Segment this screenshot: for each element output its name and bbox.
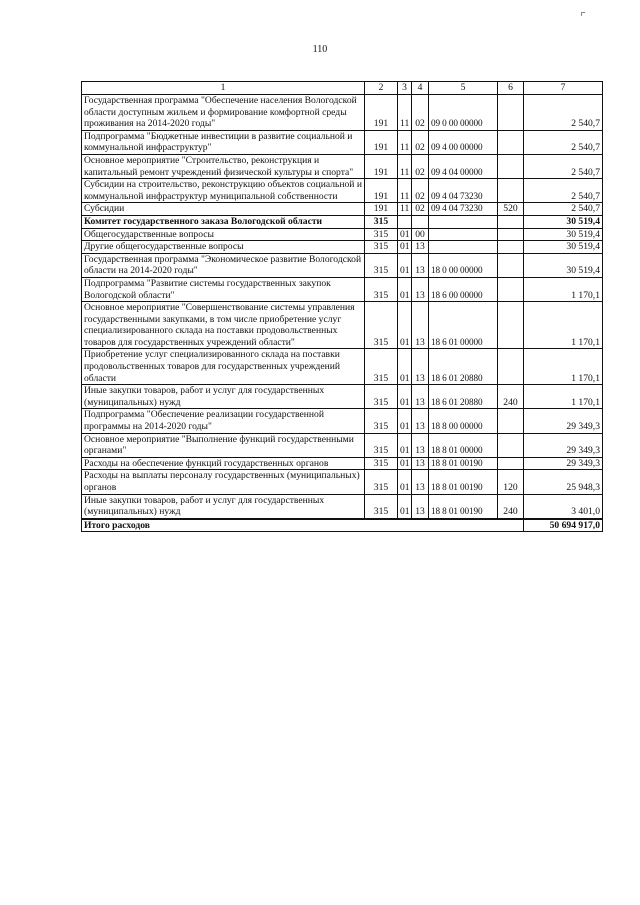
- row-grbs-code: 315: [365, 302, 398, 349]
- row-section-code: 01: [398, 241, 412, 254]
- row-amount: 29 349,3: [524, 409, 603, 433]
- row-target-article: 09 4 04 73230: [429, 179, 498, 203]
- header-col-6: 6: [498, 82, 524, 95]
- row-subsection-code: 13: [412, 277, 429, 301]
- row-target-article: 18 6 01 00000: [429, 302, 498, 349]
- row-amount: 1 170,1: [524, 349, 603, 385]
- row-grbs-code: 315: [365, 409, 398, 433]
- row-target-article: 09 4 04 73230: [429, 203, 498, 216]
- row-name: Иные закупки товаров, работ и услуг для государственных (муниципальных) нужд: [82, 385, 365, 409]
- header-col-5: 5: [429, 82, 498, 95]
- row-name: Субсидии на строительство, реконструкцию объектов социальной и коммунальной инфраструктур муниципальной собственности: [82, 179, 365, 203]
- row-subsection-code: 13: [412, 494, 429, 519]
- row-name: Общегосударственные вопросы: [82, 228, 365, 241]
- row-expense-type: [498, 457, 524, 470]
- row-subsection-code: 02: [412, 203, 429, 216]
- row-expense-type: [498, 95, 524, 131]
- row-expense-type: [498, 302, 524, 349]
- row-section-code: 01: [398, 494, 412, 519]
- header-col-3: 3: [398, 82, 412, 95]
- row-expense-type: [498, 215, 524, 228]
- table-row: [82, 302, 603, 349]
- row-name: Приобретение услуг специализированного склада на поставки продовольственных товаров для государственных учреждений области: [82, 349, 365, 385]
- row-amount: 25 948,3: [524, 470, 603, 494]
- table-row: [82, 409, 603, 433]
- row-name: Иные закупки товаров, работ и услуг для государственных (муниципальных) нужд: [82, 494, 365, 519]
- row-section-code: 01: [398, 409, 412, 433]
- row-section-code: 01: [398, 349, 412, 385]
- row-target-article: 18 0 00 00000: [429, 253, 498, 277]
- row-name: Другие общегосударственные вопросы: [82, 241, 365, 254]
- row-grbs-code: 315: [365, 241, 398, 254]
- row-grbs-code: 191: [365, 179, 398, 203]
- row-target-article: 18 6 01 20880: [429, 349, 498, 385]
- row-amount: 3 401,0: [524, 494, 603, 519]
- row-grbs-code: 315: [365, 253, 398, 277]
- row-expense-type: [498, 253, 524, 277]
- table-row: [82, 277, 603, 301]
- row-grbs-code: 315: [365, 349, 398, 385]
- table-row: [82, 253, 603, 277]
- row-name: Основное мероприятие "Строительство, реконструкция и капитальный ремонт учреждений физической культуры и спорта": [82, 154, 365, 178]
- page-number: 110: [312, 44, 328, 55]
- row-subsection-code: 02: [412, 95, 429, 131]
- row-name: Основное мероприятие "Выполнение функций государственными органами": [82, 433, 365, 457]
- row-grbs-code: 315: [365, 215, 398, 228]
- row-name: Комитет государственного заказа Вологодской области: [82, 215, 365, 228]
- row-grbs-code: 315: [365, 470, 398, 494]
- row-amount: 30 519,4: [524, 253, 603, 277]
- row-subsection-code: 13: [412, 433, 429, 457]
- row-grbs-code: 315: [365, 385, 398, 409]
- row-section-code: 11: [398, 203, 412, 216]
- row-subsection-code: 13: [412, 457, 429, 470]
- total-amount: 50 694 917,0: [524, 519, 603, 532]
- row-amount: 1 170,1: [524, 302, 603, 349]
- row-target-article: 18 8 01 00190: [429, 494, 498, 519]
- header-col-7: 7: [524, 82, 603, 95]
- row-section-code: [398, 215, 412, 228]
- row-section-code: 01: [398, 228, 412, 241]
- row-amount: 29 349,3: [524, 433, 603, 457]
- row-name: Субсидии: [82, 203, 365, 216]
- row-subsection-code: 13: [412, 349, 429, 385]
- row-expense-type: [498, 154, 524, 178]
- budget-table-body: [82, 82, 603, 532]
- table-row: [82, 457, 603, 470]
- row-target-article: 09 4 04 00000: [429, 154, 498, 178]
- row-amount: 30 519,4: [524, 241, 603, 254]
- row-grbs-code: 191: [365, 95, 398, 131]
- table-row: [82, 385, 603, 409]
- row-grbs-code: 315: [365, 277, 398, 301]
- row-subsection-code: [412, 215, 429, 228]
- budget-table: [81, 81, 603, 532]
- table-row: [82, 433, 603, 457]
- row-section-code: 11: [398, 179, 412, 203]
- row-target-article: 09 0 00 00000: [429, 95, 498, 131]
- row-target-article: 18 8 00 00000: [429, 409, 498, 433]
- row-subsection-code: 13: [412, 241, 429, 254]
- row-name: Основное мероприятие "Совершенствование системы управления государственными закупками, в том числе приобретение услуг специализированного склада на поставки продовольственных товаров для государственных учреждений области": [82, 302, 365, 349]
- row-target-article: [429, 241, 498, 254]
- row-name: Государственная программа "Обеспечение населения Вологодской области доступным жильем и формирование комфортной среды проживания на 2014-2020 годы": [82, 95, 365, 131]
- row-subsection-code: 00: [412, 228, 429, 241]
- row-subsection-code: 13: [412, 470, 429, 494]
- table-row: [82, 215, 603, 228]
- row-name: Подпрограмма "Обеспечение реализации государственной программы на 2014-2020 годы": [82, 409, 365, 433]
- row-grbs-code: 191: [365, 154, 398, 178]
- row-target-article: 09 4 00 00000: [429, 130, 498, 154]
- row-grbs-code: 191: [365, 130, 398, 154]
- total-row: [82, 519, 603, 532]
- row-amount: 29 349,3: [524, 457, 603, 470]
- table-row: [82, 203, 603, 216]
- table-row: [82, 241, 603, 254]
- row-subsection-code: 13: [412, 302, 429, 349]
- header-row: [82, 82, 603, 95]
- row-section-code: 11: [398, 95, 412, 131]
- row-name: Подпрограмма "Бюджетные инвестиции в развитие социальной и коммунальной инфраструктур": [82, 130, 365, 154]
- row-expense-type: [498, 277, 524, 301]
- header-col-1: 1: [82, 82, 365, 95]
- row-amount: 1 170,1: [524, 385, 603, 409]
- row-expense-type: [498, 228, 524, 241]
- row-amount: 30 519,4: [524, 215, 603, 228]
- row-expense-type: 520: [498, 203, 524, 216]
- row-target-article: 18 6 01 20880: [429, 385, 498, 409]
- row-grbs-code: 191: [365, 203, 398, 216]
- row-grbs-code: 315: [365, 433, 398, 457]
- row-expense-type: [498, 130, 524, 154]
- row-expense-type: [498, 409, 524, 433]
- row-amount: 2 540,7: [524, 203, 603, 216]
- row-expense-type: [498, 433, 524, 457]
- table-row: [82, 349, 603, 385]
- row-section-code: 01: [398, 385, 412, 409]
- row-name: Подпрограмма "Развитие системы государственных закупок Вологодской области": [82, 277, 365, 301]
- row-section-code: 01: [398, 457, 412, 470]
- row-subsection-code: 02: [412, 130, 429, 154]
- row-name: Расходы на выплаты персоналу государственных (муниципальных) органов: [82, 470, 365, 494]
- row-name: Государственная программа "Экономическое развитие Вологодской области на 2014-2020 годы": [82, 253, 365, 277]
- row-subsection-code: 02: [412, 179, 429, 203]
- row-amount: 2 540,7: [524, 154, 603, 178]
- row-subsection-code: 02: [412, 154, 429, 178]
- row-amount: 2 540,7: [524, 130, 603, 154]
- row-target-article: 18 8 01 00190: [429, 457, 498, 470]
- row-expense-type: [498, 349, 524, 385]
- table-row: [82, 130, 603, 154]
- row-amount: 2 540,7: [524, 95, 603, 131]
- row-section-code: 01: [398, 302, 412, 349]
- row-subsection-code: 13: [412, 253, 429, 277]
- row-target-article: 18 8 01 00190: [429, 470, 498, 494]
- table-row: [82, 179, 603, 203]
- row-grbs-code: 315: [365, 494, 398, 519]
- row-target-article: 18 6 00 00000: [429, 277, 498, 301]
- row-subsection-code: 13: [412, 409, 429, 433]
- row-target-article: [429, 215, 498, 228]
- row-section-code: 11: [398, 154, 412, 178]
- row-expense-type: [498, 241, 524, 254]
- row-amount: 2 540,7: [524, 179, 603, 203]
- row-section-code: 11: [398, 130, 412, 154]
- row-target-article: 18 8 01 00000: [429, 433, 498, 457]
- row-expense-type: 240: [498, 494, 524, 519]
- table-row: [82, 95, 603, 131]
- corner-mark: [581, 12, 585, 16]
- row-amount: 30 519,4: [524, 228, 603, 241]
- row-grbs-code: 315: [365, 228, 398, 241]
- row-expense-type: 120: [498, 470, 524, 494]
- table-row: [82, 494, 603, 519]
- row-section-code: 01: [398, 470, 412, 494]
- row-section-code: 01: [398, 253, 412, 277]
- row-subsection-code: 13: [412, 385, 429, 409]
- header-col-2: 2: [365, 82, 398, 95]
- row-expense-type: 240: [498, 385, 524, 409]
- table-row: [82, 470, 603, 494]
- row-section-code: 01: [398, 277, 412, 301]
- row-section-code: 01: [398, 433, 412, 457]
- row-grbs-code: 315: [365, 457, 398, 470]
- table-row: [82, 154, 603, 178]
- row-amount: 1 170,1: [524, 277, 603, 301]
- header-col-4: 4: [412, 82, 429, 95]
- total-label: Итого расходов: [82, 519, 524, 532]
- table-row: [82, 228, 603, 241]
- row-expense-type: [498, 179, 524, 203]
- row-name: Расходы на обеспечение функций государственных органов: [82, 457, 365, 470]
- row-target-article: [429, 228, 498, 241]
